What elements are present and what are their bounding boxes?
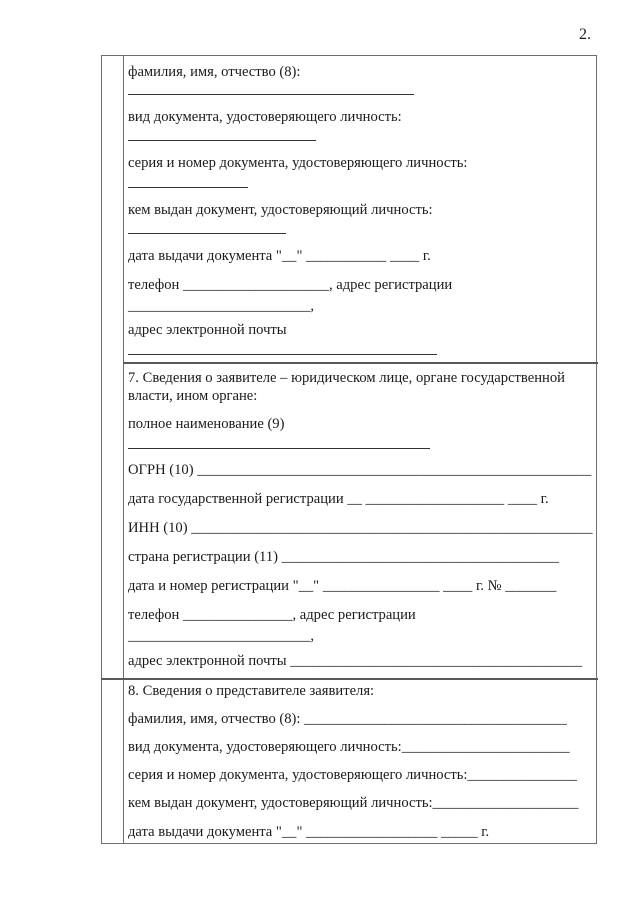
section7-heading-cont: власти, ином органе:	[128, 388, 258, 404]
section7-heading: 7. Сведения о заявителе – юридическом лице, органе государственной	[128, 370, 565, 386]
reg-number-field[interactable]: дата и номер регистрации "__" ________________ ____ г. № _______	[128, 578, 557, 594]
doc-type-field[interactable]	[128, 140, 316, 141]
fio-field[interactable]	[128, 94, 414, 95]
address-field[interactable]: _________________________,	[128, 628, 315, 644]
rep-doc-date-field[interactable]: дата выдачи документа "__" __________________ _____ г.	[128, 824, 490, 840]
doc-series-field[interactable]	[128, 187, 248, 188]
country-field[interactable]: страна регистрации (11) ______________________________________	[128, 549, 559, 565]
fullname-label: полное наименование (9)	[128, 416, 285, 432]
ogrn-field[interactable]: ОГРН (10) ______________________________________________________	[128, 462, 592, 478]
email-field[interactable]: адрес электронной почты ________________________________________	[128, 653, 583, 669]
rep-fio-field[interactable]: фамилия, имя, отчество (8): ____________________________________	[128, 711, 567, 727]
phone-address-field[interactable]: телефон _______________, адрес регистрации	[128, 607, 416, 623]
doc-issuer-field[interactable]	[128, 233, 286, 234]
page-number: 2.	[579, 26, 591, 43]
row-divider	[101, 678, 598, 680]
doc-date-field[interactable]: дата выдачи документа "__" ___________ ____ г.	[128, 248, 431, 264]
email-label: адрес электронной почты	[128, 322, 287, 338]
doc-type-label: вид документа, удостоверяющего личность:	[128, 109, 402, 125]
doc-issuer-label: кем выдан документ, удостоверяющий личность:	[128, 202, 433, 218]
rep-doc-issuer-field[interactable]: кем выдан документ, удостоверяющий личность:____________________	[128, 795, 579, 811]
rep-doc-series-field[interactable]: серия и номер документа, удостоверяющего личность:_______________	[128, 767, 577, 783]
fio-label: фамилия, имя, отчество (8):	[128, 64, 301, 80]
reg-date-field[interactable]: дата государственной регистрации __ ___________________ ____ г.	[128, 491, 549, 507]
address-field[interactable]: _________________________,	[128, 298, 315, 314]
doc-series-label: серия и номер документа, удостоверяющего личность:	[128, 155, 468, 171]
phone-address-field[interactable]: телефон ____________________, адрес регистрации	[128, 277, 453, 293]
section8-heading: 8. Сведения о представителе заявителя:	[128, 683, 375, 699]
table-column-divider	[123, 55, 124, 844]
rep-doc-type-field[interactable]: вид документа, удостоверяющего личность:_______________________	[128, 739, 570, 755]
email-field[interactable]	[128, 354, 437, 355]
row-divider	[123, 362, 598, 364]
inn-field[interactable]: ИНН (10) _______________________________________________________	[128, 520, 593, 536]
fullname-field[interactable]	[128, 448, 430, 449]
